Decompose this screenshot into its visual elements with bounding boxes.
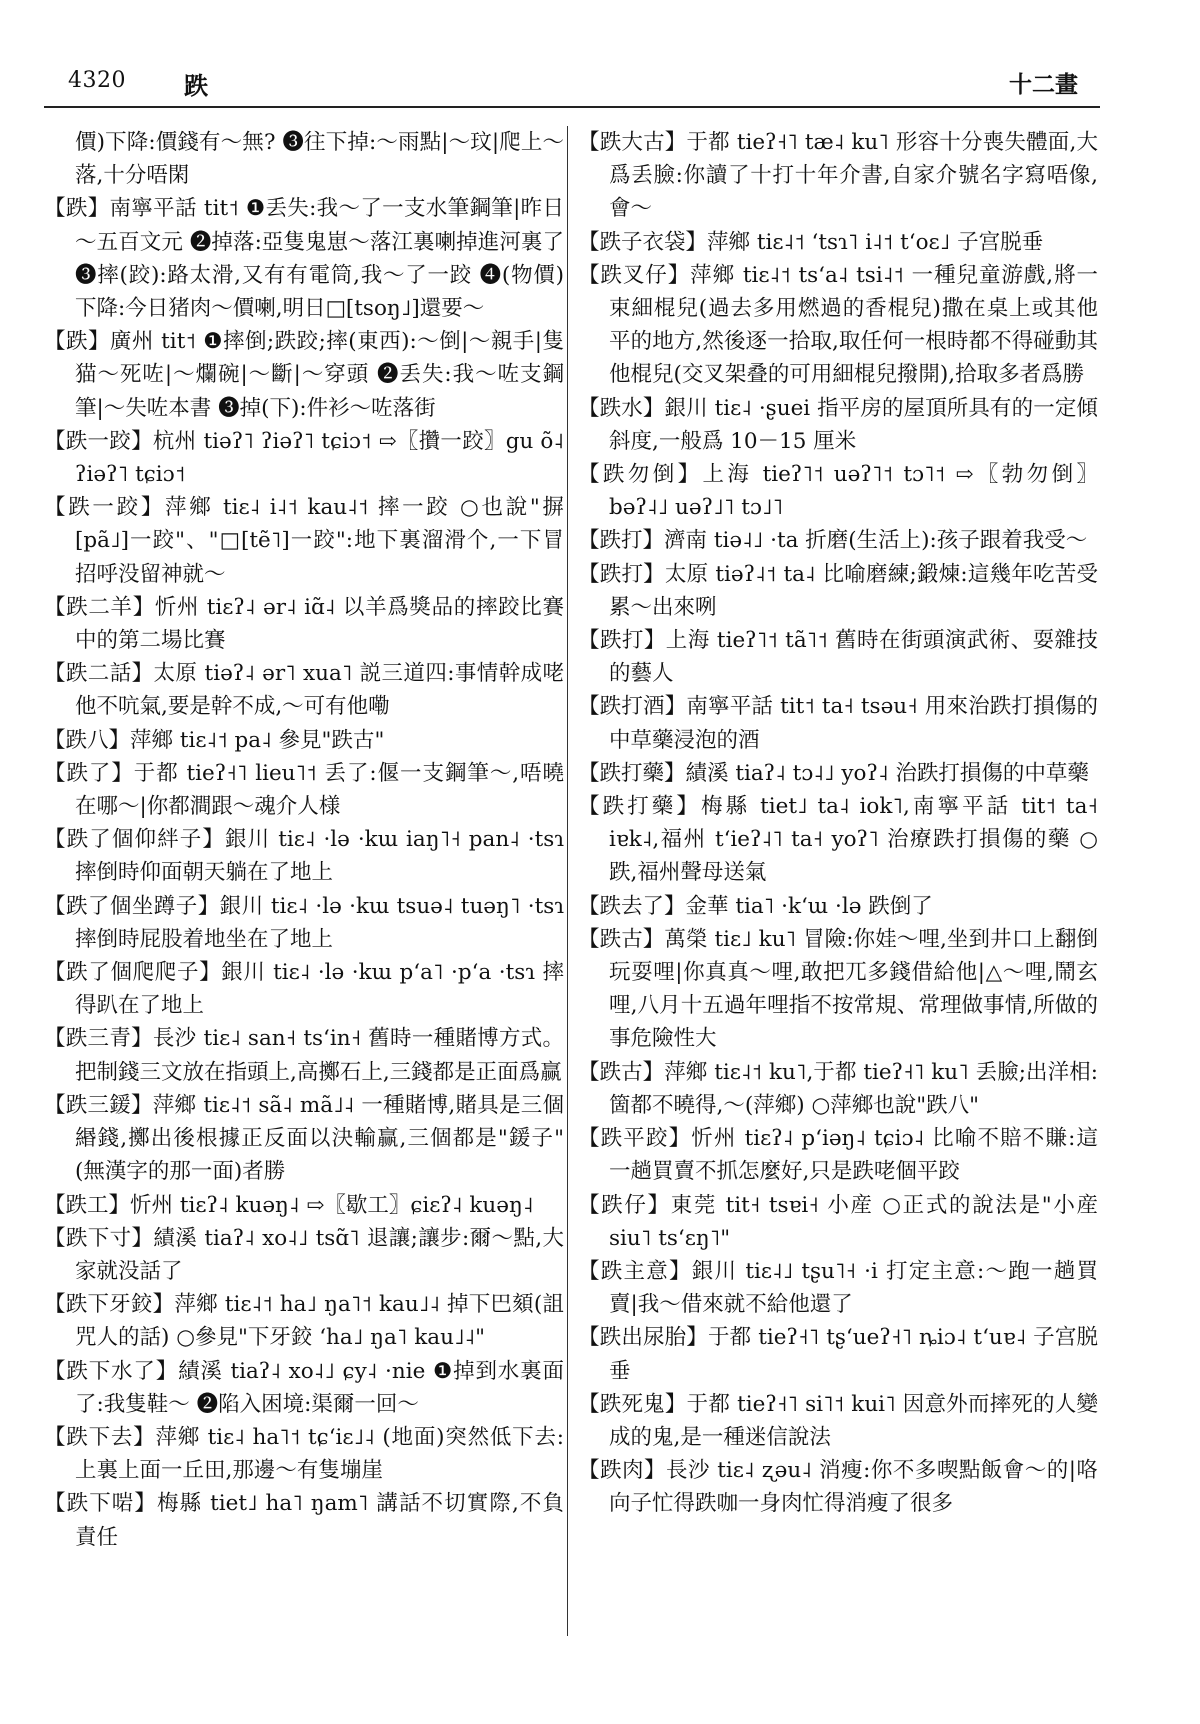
dictionary-entry: 【跌二羊】忻州 tiɛʔ˨ ər˨ iɑ̃˨ 以羊爲獎品的摔跤比賽中的第二場比賽 [44, 594, 564, 654]
dictionary-entry: 【跌下寸】績溪 tiaʔ˨ xo˨˩ tsɑ̃˥ 退讓;讓步:爾～點,大家就没話了 [44, 1225, 564, 1284]
dictionary-entry: 【跌子衣袋】萍鄉 tiɛ˨˦ ʻtsɿ˥ i˨˦ tʻoɛ˩ 子宫脱垂 [578, 229, 1044, 255]
dictionary-entry: 【跌了個仰絆子】銀川 tiɛ˨ ·lə ·kɯ iaŋ˥˧ pan˨ ·tsɿ 摔倒時仰面朝天躺在了地上 [44, 827, 564, 886]
dictionary-entry: 【跌打酒】南寧平話 tit˦ ta˧ tsəu˧ 用來治跌打損傷的中草藥浸泡的酒 [578, 694, 1098, 753]
right-column [578, 126, 1098, 1521]
dictionary-entry: 【跌古】萬榮 tiɛ˩ ku˥ 冒險:你娃～哩,坐到井口上翻倒玩耍哩|你真真～哩,敢把兀多錢借給他|△～哩,鬧玄哩,八月十五過年哩指不按常規、常理做事情,所做的事危險性大 [578, 926, 1098, 1052]
dictionary-entry: 【跌肉】長沙 tiɛ˨ ʐəu˨ 消瘦:你不多喫點飯會～的|咯向子忙得跌咖一身肉忙得消瘦了很多 [578, 1458, 1098, 1517]
dictionary-entry: 【跌打藥】績溪 tiaʔ˨ tɔ˨˩ yoʔ˨ 治跌打損傷的中草藥 [578, 760, 1089, 786]
dictionary-entry: 【跌打】上海 tieʔ˥˦ tã˥˦ 舊時在街頭演武術、耍雜技的藝人 [578, 628, 1098, 687]
dictionary-entry: 【跌一跤】杭州 tiəʔ˥ ʔiəʔ˥ tɕiɔ˦ ⇨〖攢一跤〗gu õ˨ ʔiəʔ˥ tɕiɔ˦ [44, 428, 564, 488]
dictionary-entry: 【跌打藥】梅縣 tiet˩ ta˨ iok˥,南寧平話 tit˦ ta˧ iɐk˨,福州 tʻieʔ˨˥ ta˧ yoʔ˥ 治療跌打損傷的藥 ○跌,福州聲母送氣 [578, 794, 1098, 886]
dictionary-entry: 【跌出尿胎】于都 tieʔ˧˥ tʂʻueʔ˧˥ ȵiɔ˨ tʻuɐ˨ 子宫脱垂 [578, 1325, 1098, 1384]
dictionary-entry: 【跌下去】萍鄉 tiɛ˨ ha˥˦ tɕʻiɛ˩˨ (地面)突然低下去:上裏上面一丘田,那邊～有隻塴崖 [44, 1424, 564, 1484]
dictionary-entry: 【跌八】萍鄉 tiɛ˨˦ pa˨ 參見"跌古" [44, 727, 385, 753]
dictionary-entry: 【跌死鬼】于都 tieʔ˧˥ si˥˦ kui˥ 因意外而摔死的人變成的鬼,是一種迷信說法 [578, 1391, 1098, 1450]
stroke-count-label: 十二畫 [1009, 71, 1078, 98]
dictionary-entry: 【跌】南寧平話 tit˦ ❶丢失:我～了一支水筆鋼筆|昨日～五百文元 ❷掉落:亞隻鬼崽～落江裏喇掉進河裏了 ❸摔(跤):路太滑,又有有電筒,我～了一跤 ❹(物價)下降:今日猪肉～價喇,明日□[tsoŋ˩]還要～ [44, 196, 564, 322]
dictionary-entry: 【跌三青】長沙 tiɛ˨ san˧ tsʻin˧ 舊時一種賭博方式。把制錢三文放在指頭上,高擲石上,三錢都是正面爲赢 [44, 1026, 564, 1085]
dictionary-entry: 【跌工】忻州 tiɛʔ˨ kuəŋ˨ ⇨〖歇工〗ɕiɛʔ˨ kuəŋ˨ [44, 1192, 534, 1218]
dictionary-entry: 【跌了個爬爬子】銀川 tiɛ˨ ·lə ·kɯ pʻa˥ ·pʻa ·tsɿ 摔得趴在了地上 [44, 960, 564, 1019]
dictionary-entry: 【跌下水了】績溪 tiaʔ˨ xo˨˩ ɕy˨ ·nie ❶掉到水裏面了:我隻鞋～ ❷陷入困境:渠爾一回～ [44, 1358, 564, 1417]
dictionary-entry: 【跌下牙鉸】萍鄉 tiɛ˨˦ ha˩ ŋa˥˦ kau˩˨ 掉下巴頦(詛咒人的話) ○參見"下牙鉸 ʻha˩ ŋa˥ kau˩˨" [44, 1292, 564, 1351]
dictionary-entry: 【跌一跤】萍鄉 tiɛ˨ i˨˦ kau˨˦ 摔一跤 ○也說"摒[pã˩]一跤"、"□[tẽ˥]一跤":地下裏溜滑个,一下冒招呼没留神就～ [44, 495, 564, 587]
dictionary-entry: 【跌下啱】梅縣 tiet˩ ha˥ ŋam˥ 講話不切實際,不負責任 [44, 1491, 564, 1550]
column-divider [567, 126, 568, 1636]
dictionary-entry: 價)下降:價錢有～無? ❸往下掉:～雨點|～玟|爬上～落,十分唔閑 [75, 130, 564, 189]
left-column [44, 126, 564, 1554]
dictionary-entry: 【跌】廣州 tit˦ ❶摔倒;跌跤;摔(東西):～倒|～親手|隻猫～死咗|～爛碗|～斷|～穿頭 ❷丢失:我～咗支鋼筆|～失咗本書 ❸掉(下):件衫～咗落街 [44, 329, 564, 421]
page-number: 4320 [68, 68, 126, 93]
dictionary-entry: 【跌去了】金華 tia˥ ·kʻɯ ·lə 跌倒了 [578, 893, 933, 919]
dictionary-entry: 【跌水】銀川 tiɛ˨ ·ʂuei 指平房的屋頂所具有的一定傾斜度,一般爲 10－15 厘米 [578, 395, 1098, 454]
dictionary-entry: 【跌三鍰】萍鄉 tiɛ˨˦ sã˨ mã˩˨ 一種賭博,賭具是三個緡錢,擲出後根據正反面以決輸赢,三個都是"鍰子"(無漢字的那一面)者勝 [44, 1092, 564, 1185]
dictionary-entry: 【跌大古】于都 tieʔ˧˥ tæ˨ ku˥ 形容十分喪失體面,大爲丢臉:你讀了十打十年介書,自家介號名字寫唔像,會～ [578, 130, 1098, 222]
dictionary-entry: 【跌勿倒】上海 tieʔ˥˦ uəʔ˥˦ tɔ˥˦ ⇨〖勃勿倒〗bəʔ˨˩ uəʔ˩˥ tɔ˩˥ [578, 462, 1098, 521]
dictionary-entry: 【跌平跤】忻州 tiɛʔ˨ pʻiəŋ˨ tɕiɔ˨ 比喻不賠不賺:這一趟買賣不抓怎麼好,只是跌咾個平跤 [578, 1126, 1098, 1185]
dictionary-entry: 【跌了】于都 tieʔ˧˥ lieu˥˦ 丢了:偃一支鋼筆～,唔曉在哪～|你都澗跟～魂介人様 [44, 760, 564, 820]
dictionary-entry: 【跌二話】太原 tiəʔ˨ ər˥ xua˥ 説三道四:事情幹成咾他不吭氣,要是幹不成,～可有他嘞 [44, 661, 564, 720]
dictionary-entry: 【跌古】萍鄉 tiɛ˨˦ ku˥,于都 tieʔ˧˥ ku˥ 丢臉;出洋相:箇都不曉得,～(萍鄉) ○萍鄉也說"跌八" [578, 1059, 1098, 1118]
dictionary-entry: 【跌打】濟南 tiə˨˩ ·ta 折磨(生活上):孩子跟着我受～ [578, 528, 1088, 554]
dictionary-entry: 【跌叉仔】萍鄉 tiɛ˨˦ tsʻa˨ tsi˨˦ 一種兒童游戲,將一束細棍兒(過去多用燃過的香棍兒)撒在桌上或其他平的地方,然後逐一拾取,取任何一根時都不得碰動其他棍兒(交叉架叠的可用細棍兒撥開),拾取多者爲勝 [578, 262, 1098, 388]
dictionary-entry: 【跌主意】銀川 tiɛ˨˩ tʂu˥˧ ·i 打定主意:～跑一趟買賣|我～借來就不給他還了 [578, 1258, 1098, 1318]
running-header [44, 58, 1100, 108]
dictionary-entry: 【跌仔】東莞 tit˧ tsɐi˧ 小産 ○正式的說法是"小産 siu˥ tsʻɛŋ˥" [578, 1192, 1098, 1251]
dictionary-entry: 【跌打】太原 tiəʔ˨˦ ta˨ 比喻磨練;鍛煉:這幾年吃苦受累～出來咧 [578, 561, 1098, 620]
dictionary-entry: 【跌了個坐蹲子】銀川 tiɛ˨ ·lə ·kɯ tsuə˨ tuəŋ˥ ·tsɿ 摔倒時屁股着地坐在了地上 [44, 893, 564, 952]
head-character: 跌 [184, 71, 208, 100]
